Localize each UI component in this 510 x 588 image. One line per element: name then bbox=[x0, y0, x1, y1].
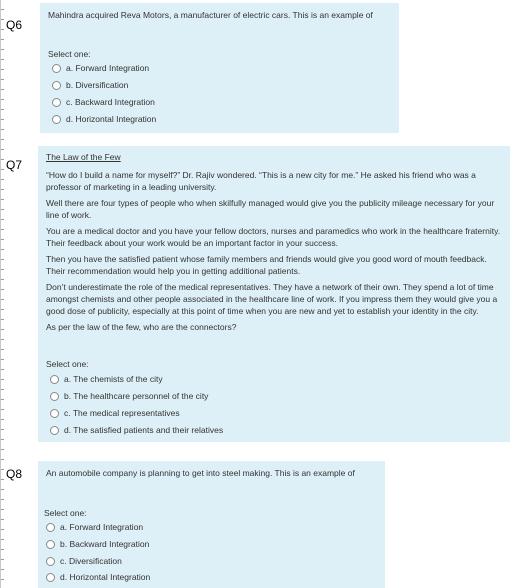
passage-paragraph: “How do I build a name for myself?” Dr. Rajiv wondered. “This is a new city for me.” He asked his friend who was a professor of marketing in a leading university. bbox=[46, 170, 476, 192]
radio-button[interactable] bbox=[46, 557, 55, 566]
radio-button[interactable] bbox=[46, 540, 55, 549]
question-text-q7 bbox=[46, 151, 504, 337]
option-label: a. The chemists of the city bbox=[64, 374, 163, 384]
page-margin-rule bbox=[0, 0, 4, 588]
radio-button[interactable] bbox=[50, 392, 59, 401]
option-q8-c[interactable] bbox=[46, 556, 122, 566]
option-label: b. Backward Integration bbox=[60, 539, 150, 549]
passage-title: The Law of the Few bbox=[46, 152, 121, 162]
option-q7-d[interactable] bbox=[50, 425, 223, 435]
option-q7-c[interactable] bbox=[50, 408, 180, 418]
passage-paragraph: Well there are four types of people who when skilfully managed would give you the publicity mileage necessary for your line of work. bbox=[46, 198, 495, 220]
option-label: d. Horizontal Integration bbox=[66, 114, 157, 124]
radio-button[interactable] bbox=[50, 409, 59, 418]
radio-button[interactable] bbox=[52, 81, 61, 90]
select-one-label-q7: Select one: bbox=[46, 359, 89, 369]
option-q8-a[interactable] bbox=[46, 522, 143, 532]
option-q8-d[interactable] bbox=[46, 572, 150, 582]
option-label: a. Forward Integration bbox=[66, 63, 150, 73]
question-text-q8: An automobile company is planning to get into steel making. This is an example of bbox=[46, 468, 355, 478]
radio-button[interactable] bbox=[50, 426, 59, 435]
passage-paragraph: Then you have the satisfied patient whose family members and friends would give you good word of mouth feedback. Their recommendation would help you in getting additional patients. bbox=[46, 254, 487, 276]
radio-button[interactable] bbox=[46, 523, 55, 532]
option-label: a. Forward Integration bbox=[60, 522, 144, 532]
passage-paragraph: You are a medical doctor and you have your fellow doctors, nurses and paramedics who work in the healthcare fraternity. Their feedback about your work would be an important factor in your success. bbox=[46, 226, 501, 248]
option-q6-d[interactable] bbox=[52, 114, 156, 124]
option-q6-a[interactable] bbox=[52, 63, 149, 73]
question-text-q6: Mahindra acquired Reva Motors, a manufacturer of electric cars. This is an example of bbox=[48, 10, 373, 20]
passage-paragraph: Don’t underestimate the role of the medical representatives. They have a network of their own. They spend a lot of time amongst chemists and other people associated in the healthcare line of work. If you impress them they would give you a good dose of publicity, especially at this point of time when you are new and yet to establish your identity in the city. bbox=[46, 282, 498, 316]
select-one-label-q8: Select one: bbox=[44, 508, 87, 518]
question-box-q6 bbox=[40, 3, 399, 133]
radio-button[interactable] bbox=[52, 115, 61, 124]
option-q7-a[interactable] bbox=[50, 374, 163, 384]
radio-button[interactable] bbox=[52, 98, 61, 107]
question-number-q8: Q8 bbox=[6, 467, 23, 481]
select-one-label-q6: Select one: bbox=[48, 49, 91, 59]
option-q6-b[interactable] bbox=[52, 80, 128, 90]
radio-button[interactable] bbox=[46, 573, 55, 582]
question-number-q6: Q6 bbox=[6, 18, 23, 32]
option-q6-c[interactable] bbox=[52, 97, 155, 107]
option-label: b. The healthcare personnel of the city bbox=[64, 391, 209, 401]
option-q8-b[interactable] bbox=[46, 539, 149, 549]
option-label: d. Horizontal Integration bbox=[60, 572, 151, 582]
radio-button[interactable] bbox=[52, 64, 61, 73]
option-q7-b[interactable] bbox=[50, 391, 208, 401]
option-label: c. Diversification bbox=[60, 556, 122, 566]
question-box-q8 bbox=[38, 461, 385, 588]
question-number-q7: Q7 bbox=[6, 158, 23, 172]
option-label: d. The satisfied patients and their relatives bbox=[64, 425, 224, 435]
question-box-q7 bbox=[38, 146, 510, 442]
radio-button[interactable] bbox=[50, 375, 59, 384]
option-label: c. Backward Integration bbox=[66, 97, 155, 107]
option-label: b. Diversification bbox=[66, 80, 129, 90]
option-label: c. The medical representatives bbox=[64, 408, 180, 418]
question-prompt: As per the law of the few, who are the connectors? bbox=[46, 322, 237, 332]
